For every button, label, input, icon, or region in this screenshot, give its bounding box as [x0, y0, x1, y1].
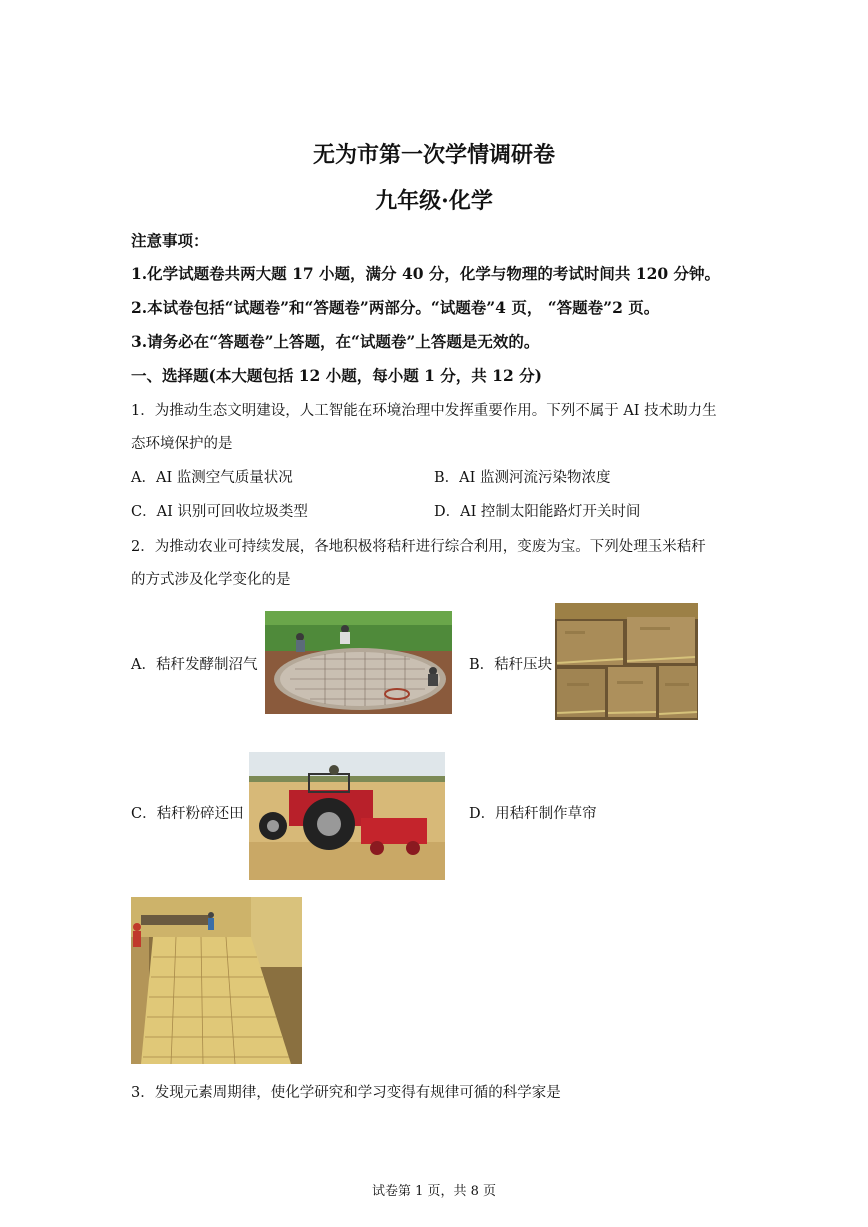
- question-1-option-a: A．AI 监测空气质量状况: [131, 470, 293, 486]
- exam-subtitle: 九年级·化学: [375, 188, 493, 214]
- question-2-option-b: B．秸秆压块: [469, 657, 553, 673]
- notice-item-1: 1.化学试题卷共两大题 17 小题，满分 40 分，化学与物理的考试时间共 120 分钟。: [131, 264, 721, 283]
- notice-heading: 注意事项：: [131, 231, 209, 250]
- question-1-option-d: D．AI 控制太阳能路灯开关时间: [434, 504, 641, 520]
- notice-item-3: 3.请务必在“答题卷”上答题，在“试题卷”上答题是无效的。: [131, 332, 540, 351]
- question-2-option-d: D．用秸秆制作草帘: [469, 806, 597, 822]
- question-1-stem-line-2: 态环境保护的是: [131, 436, 233, 452]
- question-1-option-b: B．AI 监测河流污染物浓度: [434, 470, 611, 486]
- exam-title: 无为市第一次学情调研卷: [312, 142, 555, 168]
- question-2-stem-line-1: 2．为推动农业可持续发展，各地积极将秸秆进行综合利用，变废为宝。下列处理玉米秸秆: [131, 539, 706, 555]
- tractor-field-image: [249, 752, 445, 880]
- question-3-stem: 3．发现元素周期律，使化学研究和学习变得有规律可循的科学家是: [131, 1085, 561, 1101]
- straw-bales-image: [555, 603, 698, 720]
- notice-item-2: 2.本试卷包括“试题卷”和“答题卷”两部分。“试题卷”4 页， “答题卷”2 页。: [131, 298, 660, 317]
- question-2-option-a: A．秸秆发酵制沼气: [131, 657, 258, 673]
- straw-mat-image: [131, 897, 302, 1064]
- biogas-pit-image: [265, 611, 452, 714]
- section-heading: 一、选择题(本大题包括 12 小题，每小题 1 分，共 12 分): [131, 366, 542, 385]
- question-2-stem-line-2: 的方式涉及化学变化的是: [131, 572, 291, 588]
- question-1-option-c: C．AI 识别可回收垃圾类型: [131, 504, 308, 520]
- page-footer: 试卷第 1 页，共 8 页: [371, 1184, 497, 1199]
- question-2-option-c: C．秸秆粉碎还田: [131, 806, 244, 822]
- question-1-stem-line-1: 1．为推动生态文明建设，人工智能在环境治理中发挥重要作用。下列不属于 AI 技术助力生: [131, 403, 717, 419]
